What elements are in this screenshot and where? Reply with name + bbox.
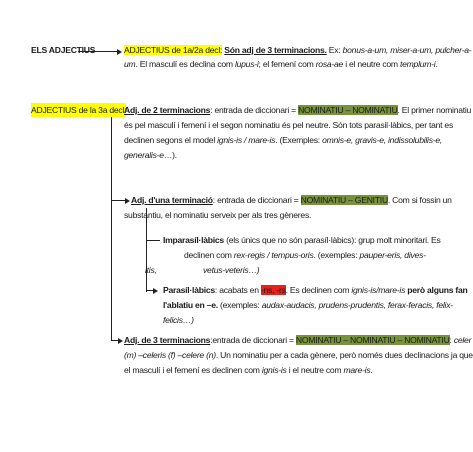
one-term-line-2: substantiu, el nominatiu serveix per als tres gèneres. [124,210,312,220]
decl3-label: ADJECTIUS de la 3a decl: [31,105,127,115]
two-term-line-2: és pel masculí i femení i el segon nominatiu és pel neutre. Són tots parasil·làbics, per tant es [124,120,454,130]
decl12-line-1: ADJECTIUS de 1a/2a decl: Són adj de 3 terminacions. Ex: bonus-a-um, miser-a-um, pulcher-a- [124,45,472,55]
three-term-line-2: (m) –celeris (f) –celere (n). Un nominatiu per a cada gènere, però només dues declinacions ja que [124,350,473,360]
two-term-heading: Adj. de 2 terminacions [124,105,211,115]
par-line-3: felicis…) [163,315,194,325]
connector-vertical-main [111,110,112,340]
doc-title: ELS ADJECTIUS [31,45,96,55]
decl12-label: ADJECTIUS de 1a/2a decl: [124,45,223,55]
one-term-line-1: Adj. d'una terminació: entrada de diccionari = NOMINATIU – GENITIU. Com si fossin un [131,195,452,205]
impar-line-3b: vetus-veteris…) [203,265,260,275]
par-line-2: l'ablatiu en –e. (exemples: audax-audacis, prudens-prudentis, ferax-feracis, felix- [163,300,453,310]
three-term-line-3: el masculí i el femení es declinen com ignis-is i el neutre com mare-is. [124,365,373,375]
connector-to-impar [146,240,160,241]
arrow-to-one-term [125,198,130,204]
two-term-line-3: declinen segons el model ignis-is / mare-is. (Exemples: omnis-e, gravis-e, indissolubilis-e, [124,135,443,145]
impar-heading: Imparasíl·làbics [163,235,224,245]
three-term-heading: Adj. de 3 terminacions [124,335,211,345]
connector-to-one-term [111,200,126,201]
impar-line-2: declinen com rex-regis / tempus-oris. (exemples: pauper-eris, dives- [184,250,426,260]
arrow-to-three-term [118,338,123,344]
two-term-line-4: generalis-e…). [124,150,177,160]
arrow-to-decl12 [117,49,122,55]
two-term-line-1: Adj. de 2 terminacions: entrada de diccionari = NOMINATIU – NOMINATIU. El primer nominatiu [124,105,472,115]
impar-line-3a: itis, [145,265,157,275]
impar-line-1: Imparasíl·làbics (els únics que no són parasíl·làbics): grup molt minoritari. Es [163,235,441,245]
arrow-to-par [153,288,158,294]
decl12-line-2: um. El masculí es declina com lupus-i; el femení com rosa-ae i el neutre com templum-i. [124,59,438,69]
one-term-heading: Adj. d'una terminació [131,195,213,205]
par-heading: Parasíl·làbics [163,285,215,295]
three-term-line-1: Adj. de 3 terminacions:entrada de diccionari = NOMINATIU – NOMINATIU – NOMINATIU: celer [124,335,472,345]
par-line-1: Parasíl·làbics: acabats en -ns, -rs. Es declinen com ignis-is/mare-is però alguns fan [163,285,468,295]
